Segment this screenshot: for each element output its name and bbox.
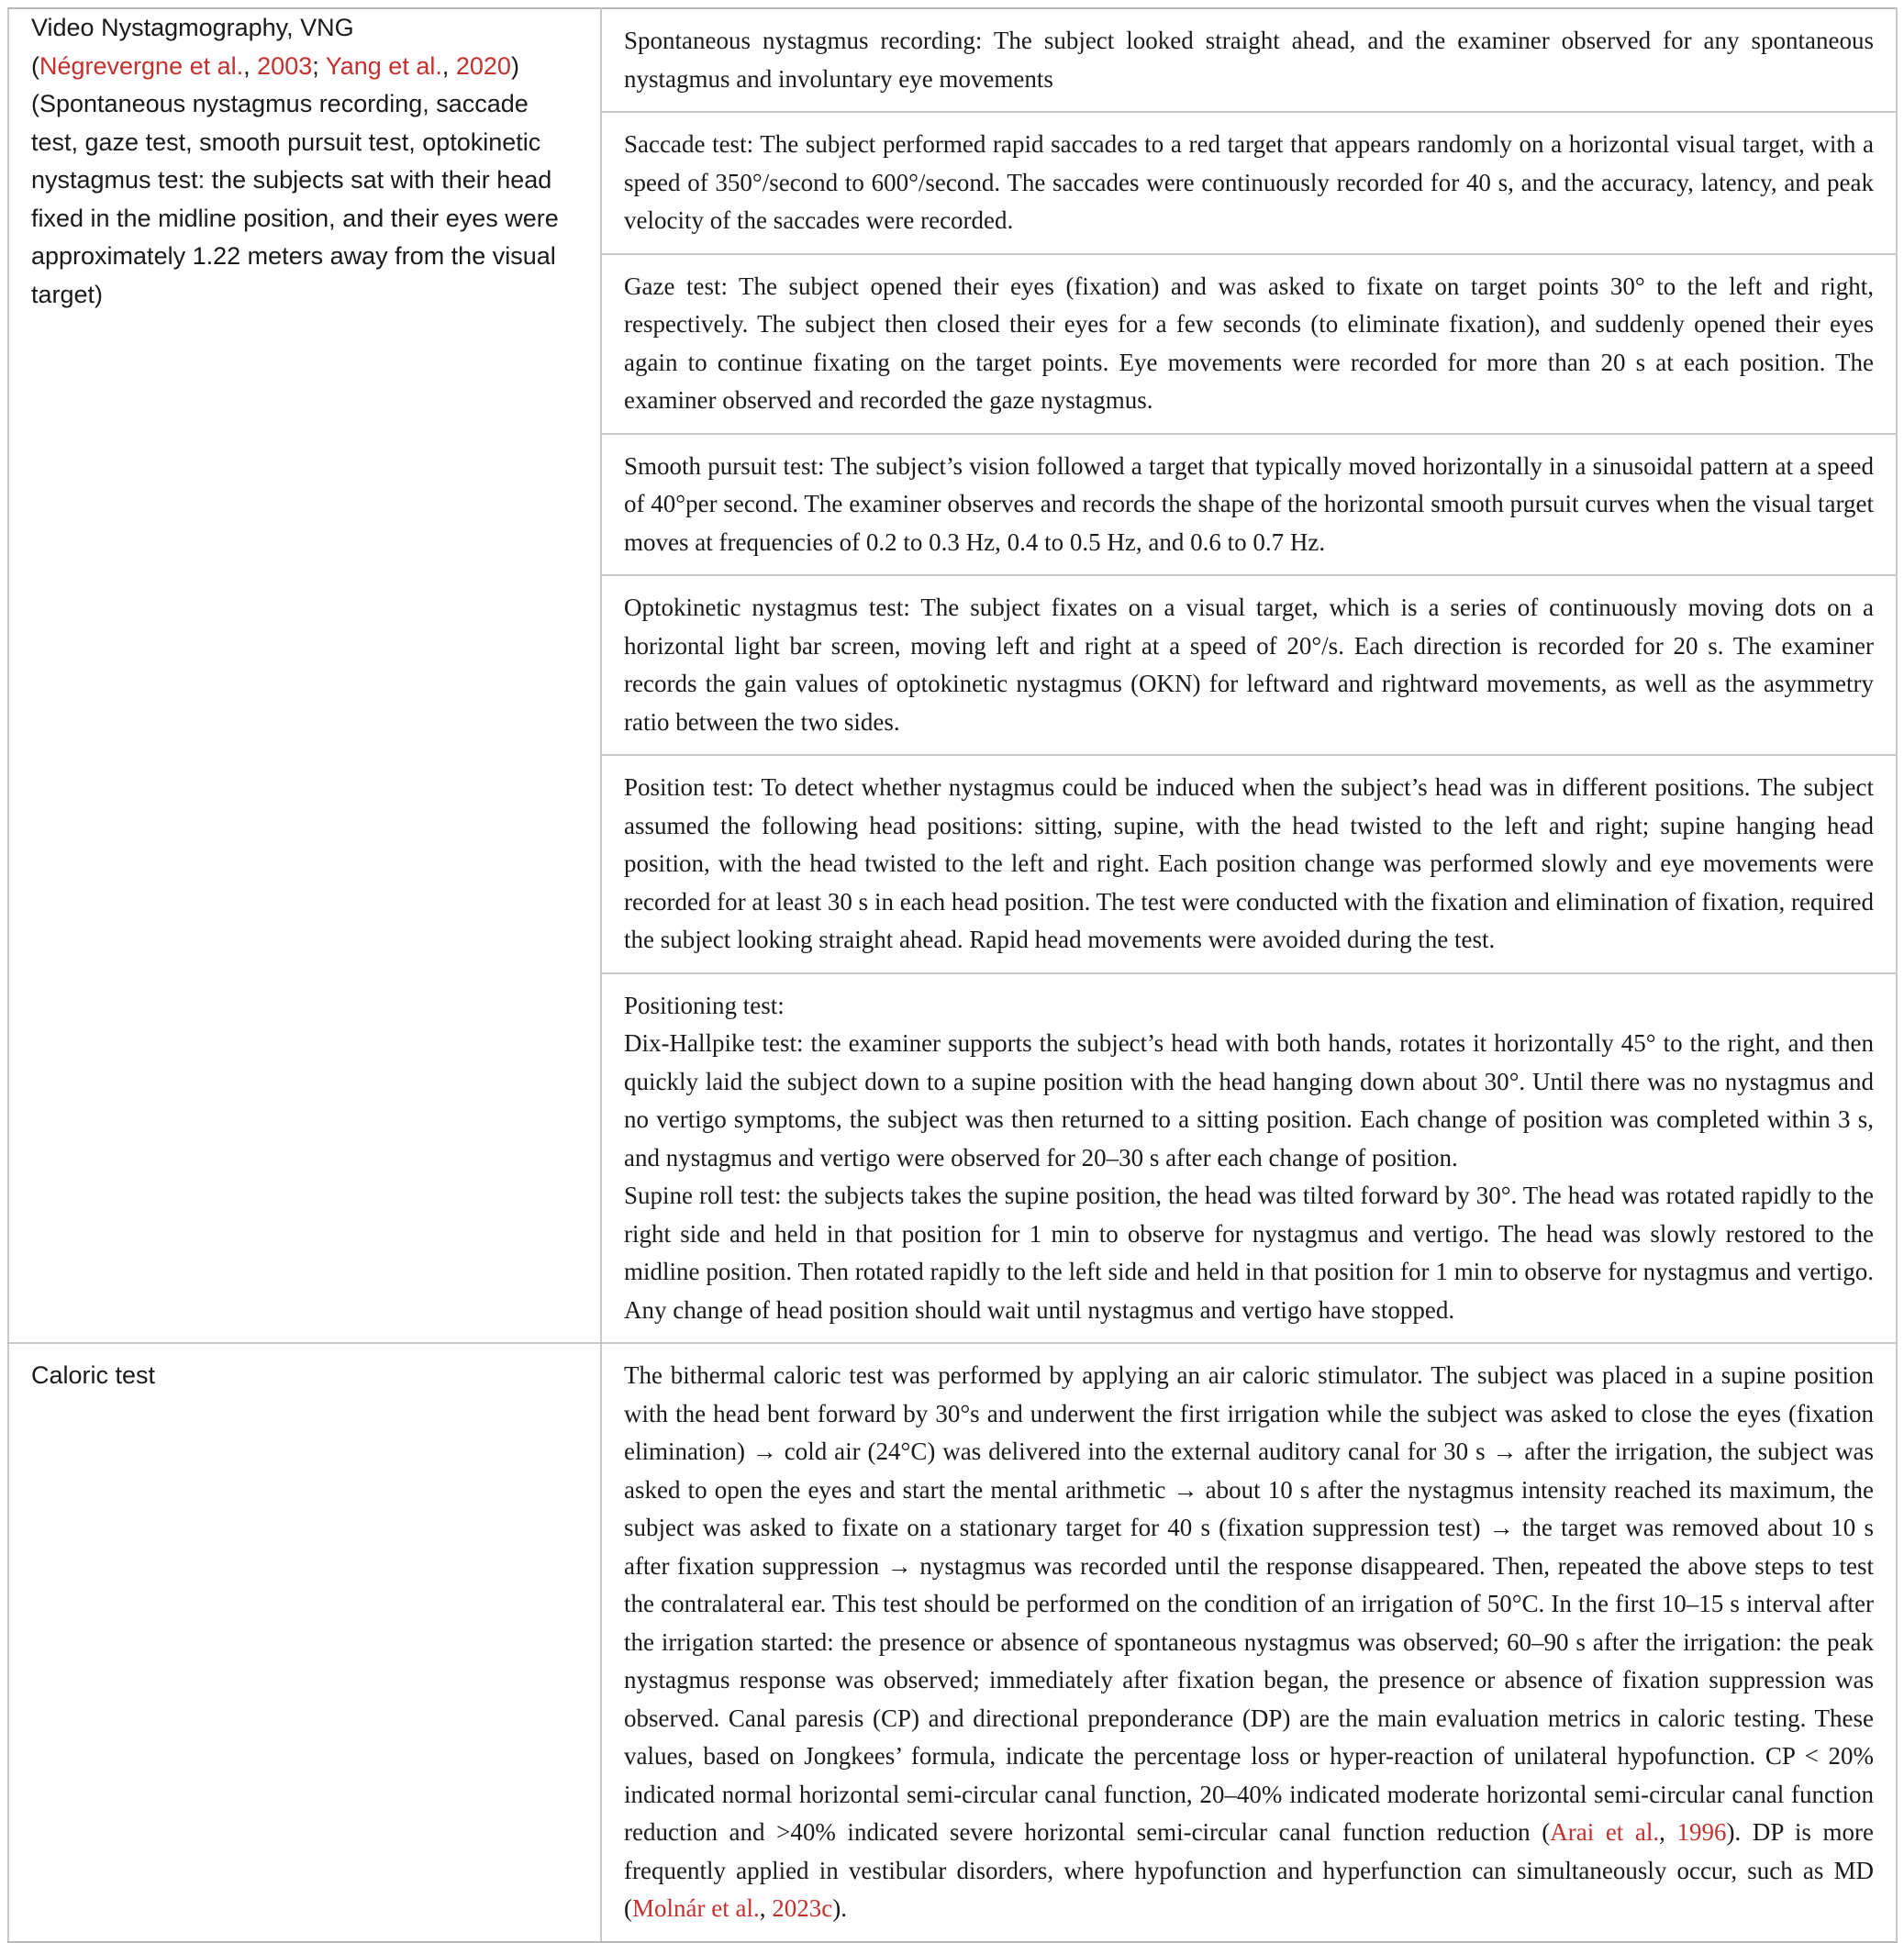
test-description: Smooth pursuit test: The subject’s vision followed a target that typically moved horizontally in a sinusoidal pattern at a speed of 40°per second. The examiner observes and records the shape of the horizontal smooth pursuit curves when the visual target moves at frequencies of 0.2 to 0.3 Hz, 0.4 to 0.5 Hz, and 0.6 to 0.7 Hz. [624,451,1874,556]
caloric-text-part: ). [832,1894,847,1922]
test-smooth-pursuit [602,435,1896,577]
citation-link-negrevergne-year[interactable] [257,52,312,80]
caloric-description [602,1344,1896,1941]
citation-year: 2020 [455,51,511,80]
citation-author: Négrevergne et al. [39,51,244,80]
test-saccade [602,113,1896,255]
citation-link-negrevergne[interactable] [39,52,243,80]
citation-link-molnar[interactable] [632,1894,760,1922]
citation-year: 2003 [257,51,313,80]
citation-link-molnar-year[interactable] [772,1894,832,1922]
positioning-heading: Positioning test: [624,991,785,1019]
caloric-text [624,1357,1874,1928]
dix-hallpike-description: Dix-Hallpike test: the examiner supports the subject’s head with both hands, rotates it horizontally 45° to the right, and then quickly laid the subject down to a supine position with the head hanging down about 30°. Until there was no nystagmus and no vertigo symptoms, the subject was then returned to a sitting position. Each change of position was completed within 3 s, and nystagmus and vertigo were observed for 20–30 s after each change of position. [624,1029,1874,1171]
test-description: Spontaneous nystagmus recording: The subject looked straight ahead, and the examiner observed for any spontaneous nystagmus and involuntary eye movements [624,27,1874,93]
methods-table [7,7,1898,1943]
test-position [602,756,1896,974]
citation-separator: , [243,51,258,80]
citation-author: Molnár et al. [632,1894,760,1922]
method-title-vng: Video Nystagmography, VNG [31,14,354,41]
method-cell-caloric [8,1343,601,1942]
caloric-text-part: ). DP is more frequently applied in vestibular disorders, where hypofunction and hyperfunction can simultaneously occur, such as MD ( [624,1818,1874,1922]
citation-separator: , [441,51,456,80]
citation-separator: , [759,1894,773,1922]
paren-close: ) [510,51,519,80]
table-row-caloric [8,1343,1897,1942]
method-references-vng [31,48,578,86]
tests-cell-vng [601,8,1897,1343]
test-optokinetic [602,576,1896,756]
citation-link-arai-year[interactable] [1676,1818,1726,1846]
citation-year: 1996 [1676,1818,1727,1846]
citation-link-yang-year[interactable] [456,52,511,80]
citation-link-arai[interactable] [1550,1818,1659,1846]
citation-separator: ; [312,51,326,80]
method-title-caloric: Caloric test [31,1361,156,1389]
tests-cell-caloric [601,1343,1897,1942]
test-positioning [602,974,1896,1343]
citation-year: 2023c [772,1894,833,1922]
test-description: Saccade test: The subject performed rapid saccades to a red target that appears randomly on a horizontal visual target, with a speed of 350°/second to 600°/second. The saccades were continuously recorded for 40 s, and the accuracy, latency, and peak velocity of the saccades were recorded. [624,130,1874,234]
table-row-vng [8,8,1897,1343]
method-detail-vng: (Spontaneous nystagmus recording, saccade test, gaze test, smooth pursuit test, optokinetic nystagmus test: the subjects sat with their head fixed in the midline position, and their eyes were approximately 1.22 meters away from the visual target) [31,90,559,308]
citation-link-yang[interactable] [326,52,442,80]
paren-open: ( [31,51,39,80]
test-description: Gaze test: The subject opened their eyes (fixation) and was asked to fixate on target points 30° to the left and right, respectively. The subject then closed their eyes for a few seconds (to eliminate fixation), and suddenly opened their eyes again to continue fixating on the target points. Eye movements were recorded for more than 20 s at each position. The examiner observed and recorded the gaze nystagmus. [624,272,1874,414]
test-description: Position test: To detect whether nystagmus could be induced when the subject’s head was in different positions. The subject assumed the following head positions: sitting, supine, with the head twisted to the left and right; supine hanging head position, with the head twisted to the left and right. Each position change was performed slowly and eye movements were recorded for at least 30 s in each head position. The test were conducted with the fixation and elimination of fixation, required the subject looking straight ahead. Rapid head movements were avoided during the test. [624,773,1874,953]
test-gaze [602,255,1896,435]
test-description: Optokinetic nystagmus test: The subject fixates on a visual target, which is a series of continuously moving dots on a horizontal light bar screen, moving left and right at a speed of 20°/s. Each direction is recorded for 20 s. The examiner records the gain values of optokinetic nystagmus (OKN) for leftward and rightward movements, as well as the asymmetry ratio between the two sides. [624,594,1874,736]
supine-roll-description: Supine roll test: the subjects takes the supine position, the head was tilted forward by 30°. The head was rotated rapidly to the right side and held in that position for 1 min to observe for nystagmus and vertigo. The head was slowly restored to the midline position. Then rotated rapidly to the left side and held in that position for 1 min to observe for nystagmus and vertigo. Any change of head position should wait until nystagmus and vertigo have stopped. [624,1182,1874,1324]
citation-author: Arai et al. [1550,1818,1660,1846]
citation-separator: , [1659,1818,1677,1846]
citation-author: Yang et al. [325,51,442,80]
method-cell-vng [8,8,601,1343]
test-spontaneous-nystagmus [602,9,1896,113]
caloric-text-part: The bithermal caloric test was performed by applying an air caloric stimulator. The subject was placed in a supine position with the head bent forward by 30°s and underwent the first irrigation while the subject was asked to close the eyes (fixation elimination) → cold air (24°C) was delivered into the external auditory canal for 30 s → after the irrigation, the subject was asked to open the eyes and start the mental arithmetic → about 10 s after the nystagmus intensity reached its maximum, the subject was asked to fixate on a stationary target for 40 s (fixation suppression test) → the target was removed about 10 s after fixation suppression → nystagmus was recorded until the response disappeared. Then, repeated the above steps to test the contralateral ear. This test should be performed on the condition of an irrigation of 50°C. In the first 10–15 s interval after the irrigation started: the presence or absence of spontaneous nystagmus was observed; 60–90 s after the irrigation: the peak nystagmus response was observed; immediately after fixation began, the presence or absence of fixation suppression was observed. Canal paresis (CP) and directional preponderance (DP) are the main evaluation metrics in caloric testing. These values, based on Jongkees’ formula, indicate the percentage loss or hyper-reaction of unilateral hypofunction. CP < 20% indicated normal horizontal semi-circular canal function, 20–40% indicated moderate horizontal semi-circular canal function reduction and >40% indicated severe horizontal semi-circular canal function reduction ( [624,1361,1874,1846]
